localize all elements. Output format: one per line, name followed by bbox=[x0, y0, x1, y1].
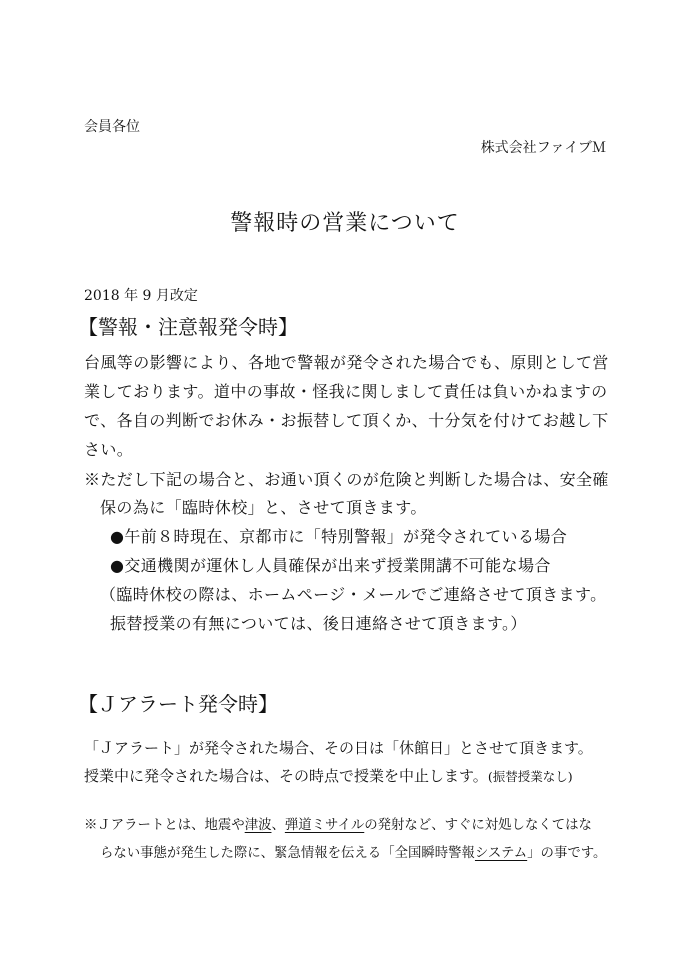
company-name: 株式会社ファイブＭ bbox=[480, 140, 606, 156]
section-heading-jalert: 【Ｊアラート発令時】 bbox=[78, 692, 278, 716]
warning-paragraph-line-1: 台風等の影響により、各地で警報が発令された場合でも、原則として営 bbox=[84, 353, 609, 372]
footnote-line-2-suffix: 」の事です。 bbox=[527, 846, 607, 861]
warning-note-line-1: ※ただし下記の場合と、お通い頂くのが危険と判断した場合は、安全確 bbox=[84, 470, 609, 489]
revision-date: 2018 年 9 月改定 bbox=[84, 288, 198, 304]
warning-paragraph-line-4: さい。 bbox=[84, 440, 134, 459]
warning-paren-line-2: 振替授業の有無については、後日連絡させて頂きます。） bbox=[110, 614, 527, 633]
warning-paragraph-line-3: で、各自の判断でお休み・お振替して頂くか、十分気を付けてお越し下 bbox=[84, 411, 609, 430]
section-heading-warning: 【警報・注意報発令時】 bbox=[78, 315, 298, 339]
jalert-line-2 bbox=[84, 765, 573, 786]
system-link[interactable]: システム bbox=[474, 846, 528, 861]
page-title: 警報時の営業について bbox=[230, 211, 460, 236]
jalert-line-2-main: 授業中に発令された場合は、その時点で授業を中止します。 bbox=[84, 767, 488, 785]
jalert-line-2-note: (振替授業なし) bbox=[487, 769, 573, 784]
recipient-line: 会員各位 bbox=[84, 119, 140, 135]
warning-paragraph-line-2: 業しております。道中の事故・怪我に関しまして責任は負いかねますの bbox=[84, 382, 608, 401]
footnote-line-1-mid: 、 bbox=[271, 818, 285, 833]
footnote-line-1 bbox=[84, 814, 592, 833]
ballistic-missile-link[interactable]: 弾道ミサイル bbox=[284, 818, 365, 833]
warning-paren-line-1: （臨時休校の際は、ホームページ・メールでご連絡させて頂きます。 bbox=[100, 585, 607, 604]
warning-bullet-2: ●交通機関が運休し人員確保が出来ず授業開講不可能な場合 bbox=[110, 556, 551, 575]
warning-bullet-1: ●午前８時現在、京都市に「特別警報」が発令されている場合 bbox=[110, 527, 568, 546]
footnote-line-1-prefix: ※Ｊアラートとは、地震や bbox=[84, 818, 245, 833]
warning-note-line-2: 保の為に「臨時休校」と、させて頂きます。 bbox=[100, 498, 427, 517]
footnote-line-2-prefix: らない事態が発生した際に、緊急情報を伝える「全国瞬時警報 bbox=[100, 846, 475, 861]
jalert-line-1: 「Ｊアラート」が発令された場合、その日は「休館日」とさせて頂きます。 bbox=[84, 739, 593, 757]
tsunami-link[interactable]: 津波 bbox=[244, 818, 272, 833]
footnote-line-2 bbox=[100, 842, 606, 861]
footnote-line-1-suffix: の発射など、すぐに対処しなくてはな bbox=[364, 818, 592, 833]
